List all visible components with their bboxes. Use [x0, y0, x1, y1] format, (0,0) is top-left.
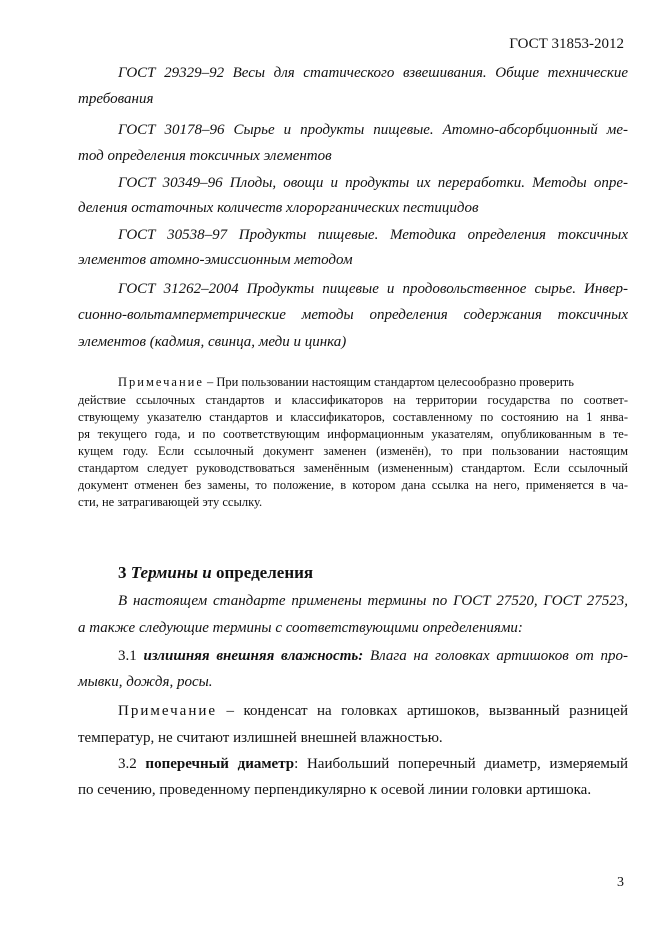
reference-30349-line-2: деления остаточных количеств хлорорганических пестицидов: [78, 200, 479, 216]
note2-line-2: температур, не считают излишней внешней влажностью.: [78, 730, 443, 746]
note1-text-start: – При пользовании настоящим стандартом целесообразно проверить: [203, 375, 574, 389]
reference-31262-line-1: ГОСТ 31262–2004 Продукты пищевые и продовольственное сырье. Инвер-: [118, 281, 628, 297]
reference-30538-line-1: ГОСТ 30538–97 Продукты пищевые. Методика определения токсичных: [118, 227, 628, 243]
note2-label: Примечание: [118, 703, 218, 719]
term-3-2-number: 3.2: [118, 756, 146, 772]
note1-line-4: ря текущего года, и по соответствующим информационным указателям, опубликованным в те-: [78, 427, 628, 441]
note1-line-3: ствующему указателю стандартов и классификаторов, составленному по состоянию на 1 янва-: [78, 410, 628, 424]
reference-30178-line-1: ГОСТ 30178–96 Сырье и продукты пищевые. Атомно-абсорбционный ме-: [118, 122, 628, 138]
note1-line-2: действие ссылочных стандартов и классификаторов на территории государства по соответ-: [78, 393, 628, 407]
section-3-intro-line-2: а также следующие термины с соответствующими определениями:: [78, 620, 523, 636]
reference-31262-line-2: сионно-вольтамперметрические методы определения содержания токсичных: [78, 307, 628, 323]
section-3-intro-line-1: В настоящем стандарте применены термины по ГОСТ 27520, ГОСТ 27523,: [118, 593, 628, 609]
section-3-title-regular: определения: [211, 563, 314, 582]
section-3-heading: [118, 563, 313, 583]
note1-line-8: сти, не затрагивающей эту ссылку.: [78, 495, 263, 509]
term-3-2-line-1: [118, 754, 628, 774]
term-3-1-line-2: мывки, дождя, росы.: [78, 674, 213, 690]
reference-30178-line-2: тод определения токсичных элементов: [78, 148, 332, 164]
reference-30349-line-1: ГОСТ 30349–96 Плоды, овощи и продукты их переработки. Методы опре-: [118, 175, 628, 191]
reference-31262-line-3: элементов (кадмия, свинца, меди и цинка): [78, 334, 347, 350]
section-3-title-italic: Термины и: [130, 563, 212, 582]
reference-30538-line-2: элементов атомно-эмиссионным методом: [78, 252, 353, 268]
page-number: 3: [617, 875, 624, 890]
section-3-number: 3: [118, 563, 131, 582]
note1-line-1: [118, 374, 628, 392]
header-standard-id: ГОСТ 31853-2012: [509, 36, 624, 52]
note2-line-1: [118, 701, 628, 721]
term-3-1-number: 3.1: [118, 648, 144, 664]
term-3-1-definition: Влага на головках артишоков от про-: [363, 648, 629, 664]
note1-line-5: кущем году. Если ссылочный документ заменен (изменён), то при пользовании настоящим: [78, 444, 628, 458]
term-3-2-term: поперечный диаметр: [145, 756, 295, 772]
term-3-2-line-2: по сечению, проведенному перпендикулярно к осевой линии головки артишока.: [78, 782, 592, 798]
term-3-1-term: излишняя внешняя влажность:: [143, 648, 364, 664]
note2-text-start: – конденсат на головках артишоков, вызванный разницей: [217, 703, 628, 719]
reference-29329-line-1: ГОСТ 29329–92 Весы для статического взвешивания. Общие технические: [118, 65, 628, 81]
reference-29329-line-2: требования: [78, 91, 154, 107]
term-3-1-line-1: [118, 646, 628, 666]
term-3-2-definition: : Наибольший поперечный диаметр, измеряемый: [294, 756, 629, 772]
note1-line-6: стандартом следует руководствоваться заменённым (измененным) стандартом. Если ссылочный: [78, 461, 628, 475]
note1-label: Примечание: [118, 375, 204, 389]
note1-line-7: документ отменен без замены, то положение, в котором дана ссылка на него, применяется в ча-: [78, 478, 628, 492]
